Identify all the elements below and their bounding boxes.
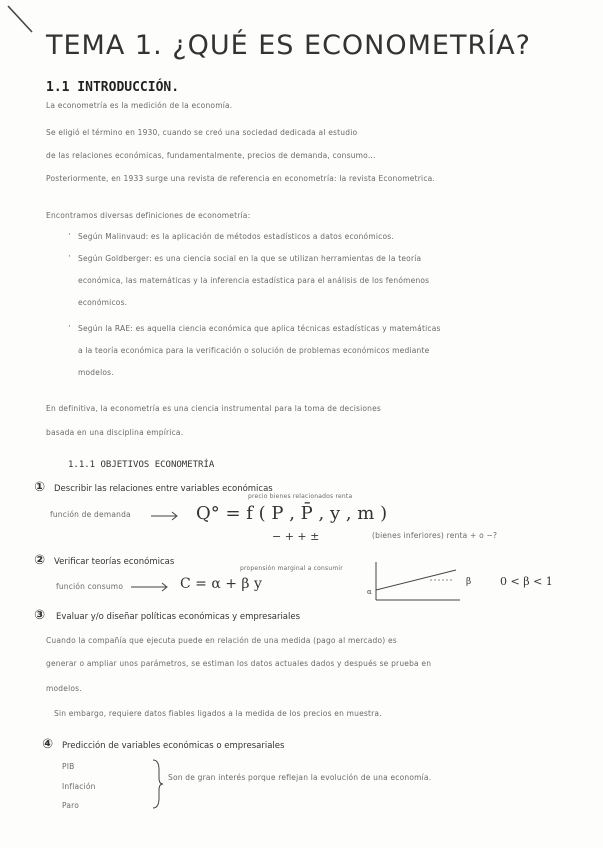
bullet-dot: · <box>68 230 71 240</box>
consumption-formula: C = α + β y <box>180 576 262 592</box>
section-heading: 1.1 INTRODUCCIÓN. <box>46 80 180 95</box>
forecast-note: Son de gran interés porque reflejan la evolución de una economía. <box>168 773 432 782</box>
objective-line: modelos. <box>46 684 82 693</box>
definition-line: Según Goldberger: es una ciencia social en la que se utilizan herramientas de la teoría <box>78 254 422 263</box>
objective-number: ④ <box>42 737 54 752</box>
objective-number: ② <box>34 553 46 568</box>
forecast-item: Paro <box>62 801 80 810</box>
objective-line: Cuando la compañía que ejecuta puede en relación de una medida (pago al mercado) es <box>46 636 397 645</box>
definition-line: económicos. <box>78 298 128 307</box>
definitions-header: Encontramos diversas definiciones de econometría: <box>46 211 251 220</box>
objective-line: Sin embargo, requiere datos fiables ligados a la medida de los precios en muestra. <box>54 709 382 718</box>
intro-line: Se eligió el término en 1930, cuando se creó una sociedad dedicada al estudio <box>46 128 358 137</box>
objective-heading: Evaluar y/o diseñar políticas económicas y empresariales <box>56 612 301 622</box>
demand-formula: Q° = f ( P , P̄ , y , m ) <box>196 503 388 524</box>
definition-line: Según la RAE: es aquella ciencia económica que aplica técnicas estadísticas y matemáticas <box>78 324 441 333</box>
conclusion-line: En definitiva, la econometría es una ciencia instrumental para la toma de decisiones <box>46 404 382 413</box>
formula-signs: − + + ± <box>272 530 320 543</box>
forecast-item: Inflación <box>62 782 96 791</box>
arrow-icon <box>130 582 170 592</box>
conclusion-line: basada en una disciplina empírica. <box>46 428 184 437</box>
bullet-dot: · <box>68 252 71 262</box>
objective-sub: función de demanda <box>50 510 131 519</box>
svg-text:α: α <box>367 588 372 596</box>
consumption-condition: 0 < β < 1 <box>500 575 553 588</box>
subsection-heading: 1.1.1 OBJETIVOS ECONOMETRÍA <box>68 460 215 470</box>
curly-brace-icon <box>150 758 164 810</box>
corner-stroke-mark <box>6 4 34 34</box>
arrow-icon <box>150 511 180 521</box>
definition-line: económica, las matemáticas y la inferencia estadística para el análisis de los fenómenos <box>78 276 430 285</box>
forecast-item: PIB <box>62 762 75 771</box>
intro-line: La econometría es la medición de la economía. <box>46 101 233 110</box>
objective-note: (bienes inferiores) renta + o −? <box>372 531 498 540</box>
bullet-dot: · <box>68 322 71 332</box>
definition-line: a la teoría económica para la verificación o solución de problemas económicos mediante <box>78 346 430 355</box>
formula-annotation: propensión marginal a consumir <box>240 565 343 572</box>
objective-heading: Predicción de variables económicas o empresariales <box>62 741 285 751</box>
beta-symbol-label: β <box>466 577 472 587</box>
objective-heading: Verificar teorías económicas <box>54 557 175 567</box>
objective-number: ① <box>34 480 46 495</box>
intro-line: de las relaciones económicas, fundamentalmente, precios de demanda, consumo... <box>46 151 376 160</box>
intro-line: Posteriormente, en 1933 surge una revista de referencia en econometría: la revista Econometrica. <box>46 174 436 183</box>
page-title: TEMA 1. ¿QUÉ ES ECONOMETRÍA? <box>46 30 531 61</box>
consumption-graph-icon <box>366 560 462 604</box>
objective-heading: Describir las relaciones entre variables económicas <box>54 484 273 494</box>
formula-annotation: precio bienes relacionados renta <box>248 493 353 500</box>
definition-line: modelos. <box>78 368 114 377</box>
objective-sub: función consumo <box>56 582 124 591</box>
objective-line: generar o ampliar unos parámetros, se estiman los datos actuales dados y después se prueba en <box>46 659 432 668</box>
definition-line: Según Malinvaud: es la aplicación de métodos estadísticos a datos económicos. <box>78 232 394 241</box>
objective-number: ③ <box>34 608 46 623</box>
